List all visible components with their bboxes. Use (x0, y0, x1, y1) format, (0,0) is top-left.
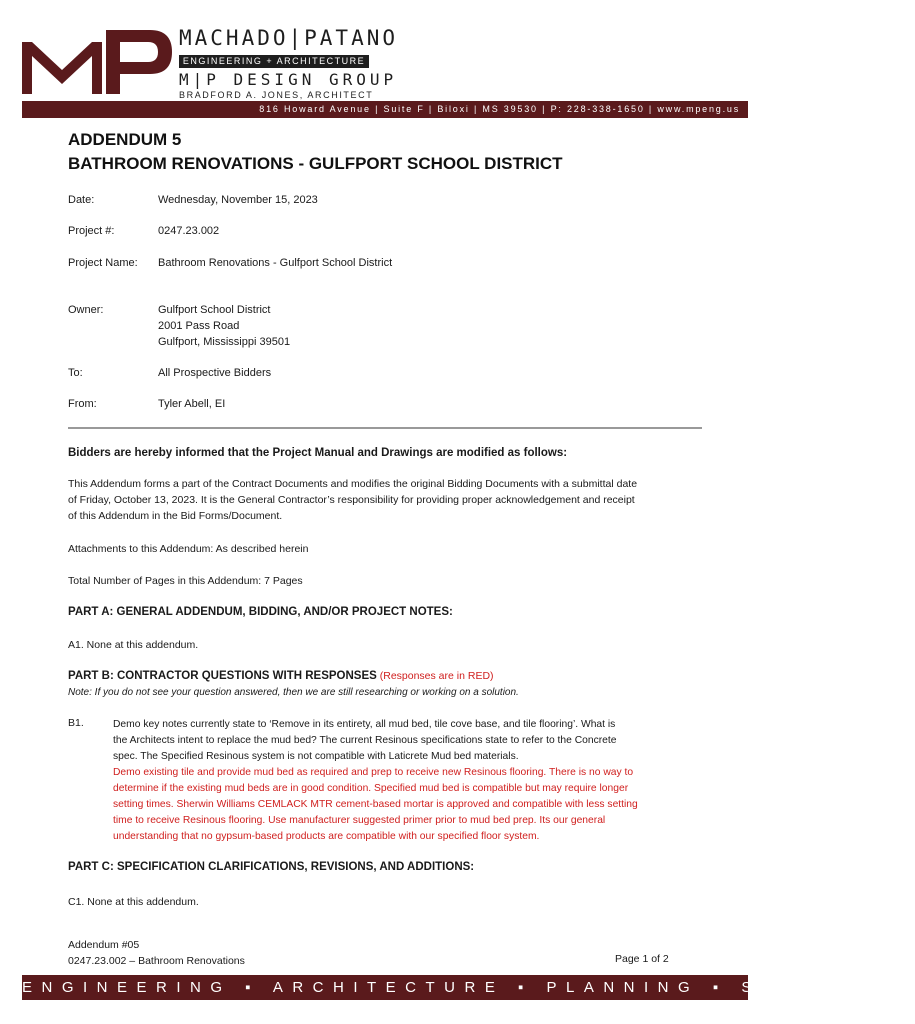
pages-line: Total Number of Pages in this Addendum: 7 Pages (68, 575, 303, 587)
address-bar: 816 Howard Avenue | Suite F | Biloxi | MS 39530 | P: 228-338-1650 | www.mpeng.us (22, 101, 748, 118)
footer-project: 0247.23.002 – Bathroom Renovations (68, 955, 245, 967)
mp-logo (22, 26, 174, 98)
to-label: To: (68, 367, 83, 379)
project-name-label: Project Name: (68, 257, 138, 269)
notice-heading: Bidders are hereby informed that the Project Manual and Drawings are modified as follows: (68, 447, 568, 459)
part-b-red-note: (Responses are in RED) (379, 670, 494, 682)
item-a1: A1. None at this addendum. (68, 639, 199, 651)
intro-line-2: of Friday, October 13, 2023. It is the General Contractor’s responsibility for providing proper acknowledgement and receipt (68, 494, 635, 506)
intro-paragraph (68, 476, 708, 524)
page-number: Page 1 of 2 (615, 953, 669, 965)
from-value: Tyler Abell, EI (158, 398, 226, 410)
architect-name: BRADFORD A. JONES, ARCHITECT (179, 90, 374, 100)
from-label: From: (68, 398, 97, 410)
b1-response-line-2: determine if the existing mud beds are in good condition. Specified mud bed is compatible but may require longer (113, 783, 629, 794)
b1-question-line-1: Demo key notes currently state to ‘Remove in its entirety, all mud bed, tile cove base, and tile flooring’. What is (113, 719, 616, 730)
intro-line-3: of this Addendum in the Bid Forms/Document. (68, 510, 283, 522)
part-a-heading: PART A: GENERAL ADDENDUM, BIDDING, AND/OR PROJECT NOTES: (68, 606, 453, 618)
firm-name: MACHADO|PATANO (179, 26, 399, 50)
project-number-label: Project #: (68, 225, 115, 237)
footer-left (68, 937, 245, 969)
owner-line-1: Gulfport School District (158, 304, 271, 316)
b1-question-line-2: the Architects intent to replace the mud bed? The current Resinous specifications state to refer to the Concrete (113, 735, 617, 746)
document-header (68, 128, 702, 176)
footer-addendum: Addendum #05 (68, 939, 140, 951)
intro-line-1: This Addendum forms a part of the Contract Documents and modifies the original Bidding Documents with a submittal date (68, 478, 638, 490)
project-number-value: 0247.23.002 (158, 225, 220, 237)
part-b-heading-line (68, 668, 708, 684)
firm-subtitle: ENGINEERING + ARCHITECTURE (179, 55, 369, 68)
group-name: M|P DESIGN GROUP (179, 70, 398, 89)
date-label: Date: (68, 194, 95, 206)
part-c-heading: PART C: SPECIFICATION CLARIFICATIONS, REVISIONS, AND ADDITIONS: (68, 861, 475, 873)
owner-line-3: Gulfport, Mississippi 39501 (158, 336, 291, 348)
project-title: BATHROOM RENOVATIONS - GULFPORT SCHOOL DISTRICT (68, 154, 563, 173)
item-b1-body (113, 717, 703, 845)
owner-label: Owner: (68, 304, 104, 316)
b1-response-line-3: setting times. Sherwin Williams CEMLACK MTR cement-based mortar is approved and compatible with less setting (113, 799, 638, 810)
attachments-line: Attachments to this Addendum: As described herein (68, 543, 309, 555)
addendum-title: ADDENDUM 5 (68, 130, 182, 149)
owner-line-2: 2001 Pass Road (158, 320, 240, 332)
services-bar: ENGINEERING ▪ ARCHITECTURE ▪ PLANNING ▪ SURVEYING (22, 975, 748, 1000)
date-value: Wednesday, November 15, 2023 (158, 194, 318, 206)
b1-response-line-1: Demo existing tile and provide mud bed as required and prep to receive new Resinous flooring. There is no way to (113, 767, 634, 778)
project-name-value: Bathroom Renovations - Gulfport School District (158, 257, 393, 269)
to-value: All Prospective Bidders (158, 367, 272, 379)
b1-response-line-4: time to receive Resinous flooring. Use manufacturer suggested primer prior to mud bed prep. Its our general (113, 815, 606, 826)
divider (68, 427, 702, 429)
part-b-note: Note: If you do not see your question answered, then we are still researching or working on a solution. (68, 687, 519, 698)
part-b-heading: PART B: CONTRACTOR QUESTIONS WITH RESPONSES (68, 670, 377, 682)
item-c1: C1. None at this addendum. (68, 896, 199, 908)
b1-question-line-3: spec. The Specified Resinous system is not compatible with Laticrete Mud bed materials. (113, 751, 519, 762)
item-b1-label: B1. (68, 717, 84, 729)
b1-response-line-5: understanding that no gypsum-based products are compatible with our specified floor system. (113, 831, 540, 842)
